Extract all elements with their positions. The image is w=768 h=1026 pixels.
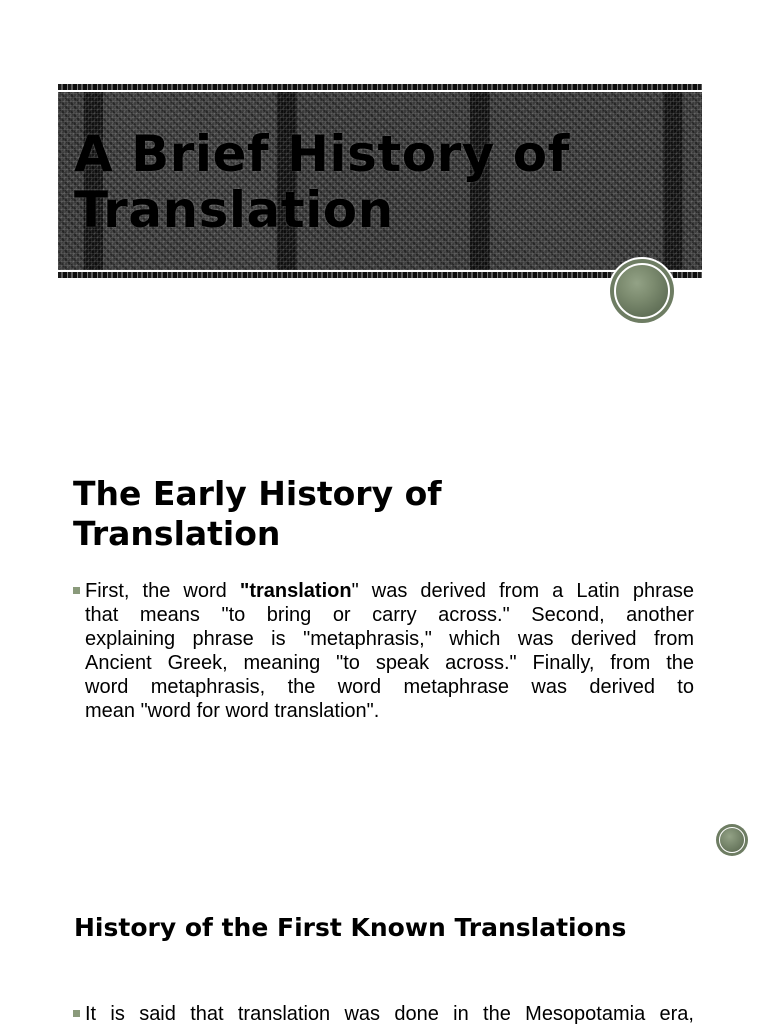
bullet-paragraph-etymology	[73, 579, 694, 723]
badge-small-inner	[719, 827, 745, 853]
presentation-title	[74, 126, 694, 238]
banner-top-rule	[58, 84, 702, 90]
text-pre: First, the word	[85, 580, 240, 602]
bullet-marker-icon	[73, 587, 80, 594]
paragraph-line-3: explaining phrase is "metaphrasis," which was derived from	[85, 628, 694, 650]
bullet-marker-icon	[73, 1010, 80, 1017]
title-banner	[58, 84, 702, 278]
decorative-circle-badge	[608, 257, 676, 325]
decorative-circle-badge-small	[716, 824, 748, 856]
title-line-1: A Brief History of	[74, 125, 570, 183]
text-post: " was derived from a Latin phrase	[351, 580, 695, 602]
heading-line-1: The Early History of	[73, 474, 442, 513]
section-heading-early-history	[73, 474, 693, 554]
section-heading-first-translations: History of the First Known Translations	[74, 913, 627, 942]
paragraph-line-6: mean "word for word translation".	[85, 700, 380, 722]
paragraph-line-2: that means "to bring or carry across." Second, another	[85, 604, 694, 626]
text-bold-translation: "translation	[239, 580, 352, 602]
paragraph-line-1	[73, 1002, 694, 1026]
paragraph-line-1	[73, 579, 694, 603]
heading-line-2: Translation	[73, 514, 281, 553]
text-mesopotamia: It is said that translation was done in the Mesopotamia era,	[85, 1003, 694, 1025]
paragraph-line-5: word metaphrasis, the word metaphrase was derived to	[85, 676, 694, 698]
banner-bottom-rule	[58, 272, 702, 278]
paragraph-line-4: Ancient Greek, meaning "to speak across." Finally, from the	[85, 652, 694, 674]
bullet-paragraph-mesopotamia	[73, 1002, 694, 1026]
badge-inner	[614, 263, 670, 319]
title-line-2: Translation	[74, 181, 394, 239]
